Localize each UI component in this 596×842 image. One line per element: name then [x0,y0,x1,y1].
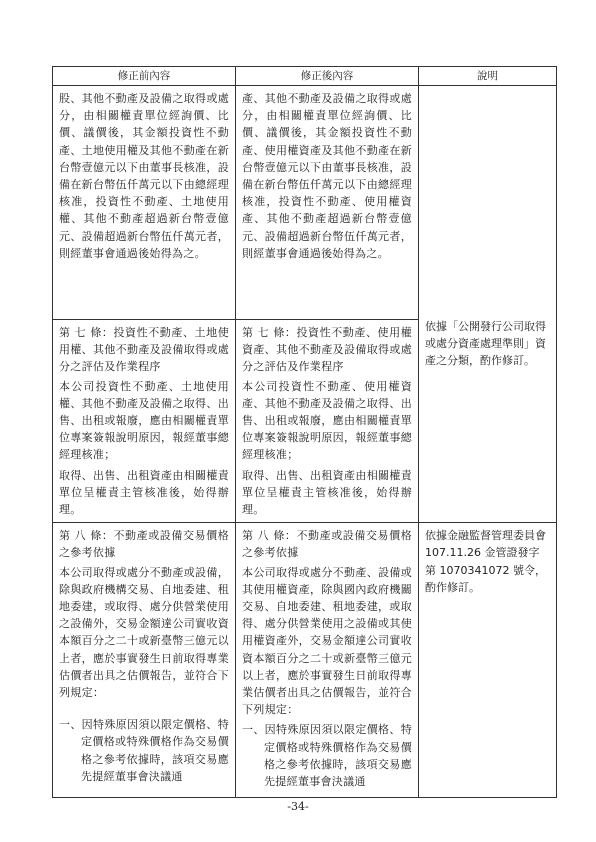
table-row [53,523,557,798]
cell-before [53,523,236,798]
after-text: 產、其他不動產及設備之取得或處分，由相關權責單位經詢價、比價、議價後，其金額投資性不動產、使用權資產及其他不動產在新台幣壹億元以下由董事長核准，設備在新台幣伍仟萬元以下由總經理核准，投資性不動產、使用權資產、其他不動產超過新台幣壹億元、設備超過新台幣伍仟萬元者，則經董事會通過後始得為之。 [242,92,412,260]
before-text: 股、其他不動產及設備之取得或處分，由相關權責單位經詢價、比價、議價後，其金額投資性不動產、土地使用權及其他不動產在新台幣壹億元以下由董事長核准，設備在新台幣伍仟萬元以下由總經理核准，投資性不動產、土地使用權、其他不動產超過新台幣壹億元、設備超過新台幣伍仟萬元者，則經董事會通過後始得為之。 [59,92,229,260]
list-item: 一、因特殊原因須以限定價格、特定價格或特殊價格作為交易價格之參考依據時，該項交易應先提經董事會決議通 [242,723,412,789]
list-item: 一、因特殊原因須以限定價格、特定價格或特殊價格作為交易價格之參考依據時，該項交易應先提經董事會決議通 [59,718,229,783]
after-text: 取得、出售、出租資產由相關權責單位呈權責主管核准後，始得辦理。 [242,468,412,517]
header-note: 說明 [419,67,557,86]
header-before: 修正前內容 [53,67,236,86]
note-text: 依據「公開發行公司取得或處分資產處理準則」資產之分類，酌作修訂。 [425,320,546,368]
cell-note [419,86,557,523]
table-header-row [53,67,557,86]
cell-after [236,86,419,320]
article-title: 第 七 條：投資性不動產、使用權資產、其他不動產及設備取得或處分之評估及作業程序 [242,326,412,374]
cell-after [236,523,419,798]
header-after: 修正後內容 [236,67,419,86]
cell-before [53,320,236,523]
cell-after [236,320,419,523]
article-title: 第 八 條：不動產或設備交易價格之參考依據 [242,529,412,560]
note-text: 依據金融監督管理委員會 107.11.26 金管證發字第 1070341072 號令，酌作修訂。 [425,529,546,594]
article-title: 第 八 條：不動產或設備交易價格之參考依據 [59,529,229,560]
after-text: 本公司投資性不動產、使用權資產、其他不動產及設備之取得、出售、出租或報廢，應由相關權責單位專案簽報說明原因，報經董事總經理核准； [242,379,412,462]
before-text: 本公司投資性不動產、土地使用權、其他不動產及設備之取得、出售、出租或報廢，應由相關權責單位專案簽報說明原因，報經董事總經理核准； [59,379,229,462]
before-text: 本公司取得或處分不動產或設備，除與政府機構交易、自地委建、租地委建，或取得、處分供營業使用之設備外，交易金額達公司實收資本額百分之二十或新臺幣三億元以上者，應於事實發生日前取得專業估價者出具之估價報告，並符合下列規定： [59,565,229,700]
article-title: 第 七 條：投資性不動產、土地使用權、其他不動產及設備取得或處分之評估及作業程序 [59,326,229,374]
cell-note [419,523,557,798]
after-text: 本公司取得或處分不動產、設備或其使用權資產，除與國內政府機關交易、自地委建、租地委建，或取得、處分供營業使用之設備或其使用權資產外，交易金額達公司實收資本額百分之二十或新臺幣三億元以上者，應於事實發生日前取得專業估價者出具之估價報告，並符合下列規定： [242,565,412,717]
table-row [53,86,557,320]
cell-before [53,86,236,320]
amendment-comparison-table [52,66,557,798]
before-text: 取得、出售、出租資產由相關權責單位呈權責主管核准後，始得辦理。 [59,468,229,517]
page-number: -34- [287,800,309,813]
